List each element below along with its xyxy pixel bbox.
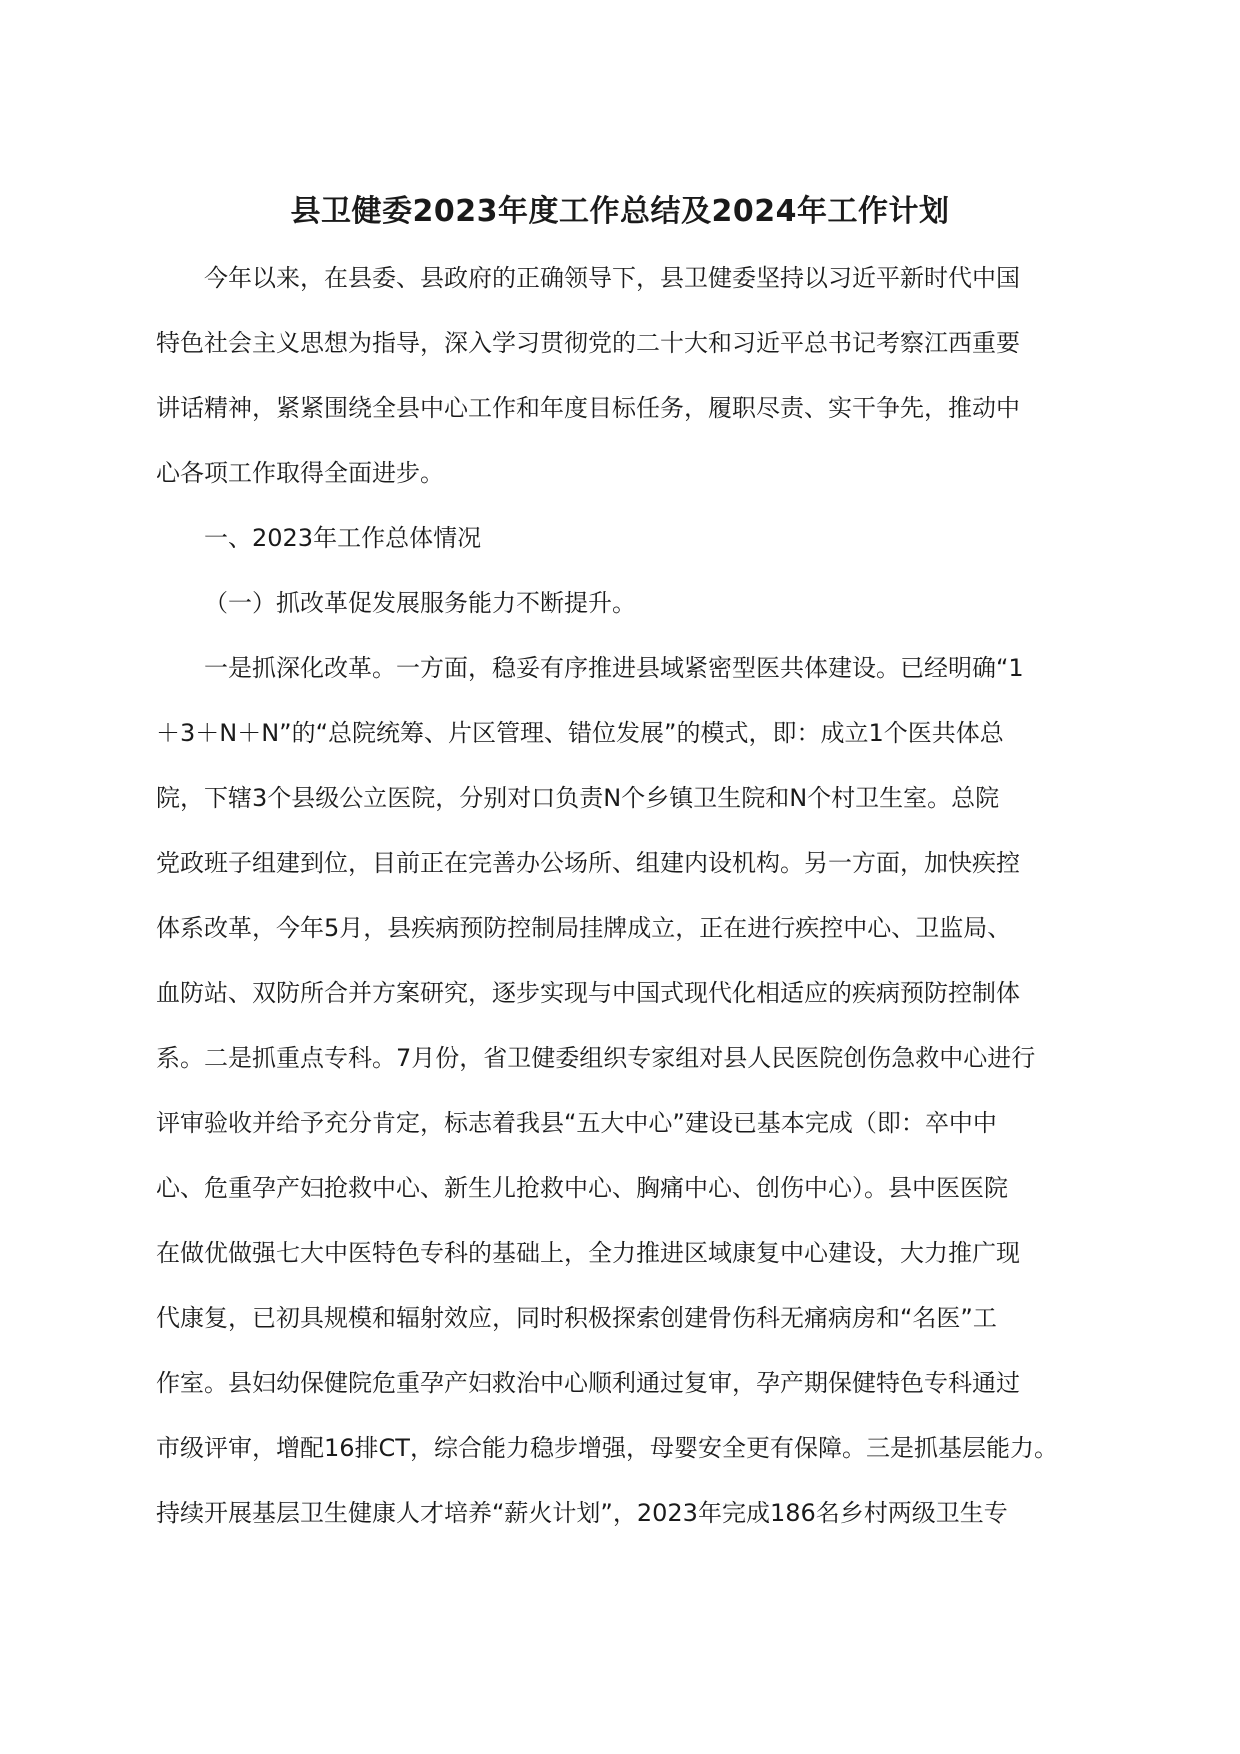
paragraph-line: 心各项工作取得全面进步。 xyxy=(156,459,444,487)
paragraph-line: 今年以来，在县委、县政府的正确领导下，县卫健委坚持以习近平新时代中国 xyxy=(204,264,1020,292)
paragraph-line: 代康复，已初具规模和辐射效应，同时积极探索创建骨伤科无痛病房和“名医”工 xyxy=(156,1304,997,1332)
paragraph-line: ＋3＋N＋N”的“总院统筹、片区管理、错位发展”的模式，即：成立1个医共体总 xyxy=(156,719,1004,747)
paragraph-line: 院，下辖3个县级公立医院，分别对口负责N个乡镇卫生院和N个村卫生室。总院 xyxy=(156,784,1000,812)
paragraph-line: 市级评审，增配16排CT，综合能力稳步增强，母婴安全更有保障。三是抓基层能力。 xyxy=(156,1434,1058,1462)
paragraph-line: 系。二是抓重点专科。7月份，省卫健委组织专家组对县人民医院创伤急救中心进行 xyxy=(156,1044,1036,1072)
section-heading: 一、2023年工作总体情况 xyxy=(204,524,482,552)
paragraph-line: 在做优做强七大中医特色专科的基础上，全力推进区域康复中心建设，大力推广现 xyxy=(156,1239,1020,1267)
paragraph-line: 作室。县妇幼保健院危重孕产妇救治中心顺利通过复审，孕产期保健特色专科通过 xyxy=(156,1369,1020,1397)
subsection-heading: （一）抓改革促发展服务能力不断提升。 xyxy=(204,589,636,617)
document-title: 县卫健委2023年度工作总结及2024年工作计划 xyxy=(290,194,950,229)
paragraph-line: 讲话精神，紧紧围绕全县中心工作和年度目标任务，履职尽责、实干争先，推动中 xyxy=(156,394,1020,422)
paragraph-line: 一是抓深化改革。一方面，稳妥有序推进县域紧密型医共体建设。已经明确“1 xyxy=(204,654,1024,682)
paragraph-line: 评审验收并给予充分肯定，标志着我县“五大中心”建设已基本完成（即：卒中中 xyxy=(156,1109,997,1137)
paragraph-line: 党政班子组建到位，目前正在完善办公场所、组建内设机构。另一方面，加快疾控 xyxy=(156,849,1020,877)
paragraph-line: 体系改革，今年5月，县疾病预防控制局挂牌成立，正在进行疾控中心、卫监局、 xyxy=(156,914,1012,942)
paragraph-line: 心、危重孕产妇抢救中心、新生儿抢救中心、胸痛中心、创伤中心）。县中医医院 xyxy=(156,1174,1008,1202)
paragraph-line: 特色社会主义思想为指导，深入学习贯彻党的二十大和习近平总书记考察江西重要 xyxy=(156,329,1020,357)
paragraph-line: 持续开展基层卫生健康人才培养“薪火计划”，2023年完成186名乡村两级卫生专 xyxy=(156,1499,1008,1527)
paragraph-line: 血防站、双防所合并方案研究，逐步实现与中国式现代化相适应的疾病预防控制体 xyxy=(156,979,1020,1007)
